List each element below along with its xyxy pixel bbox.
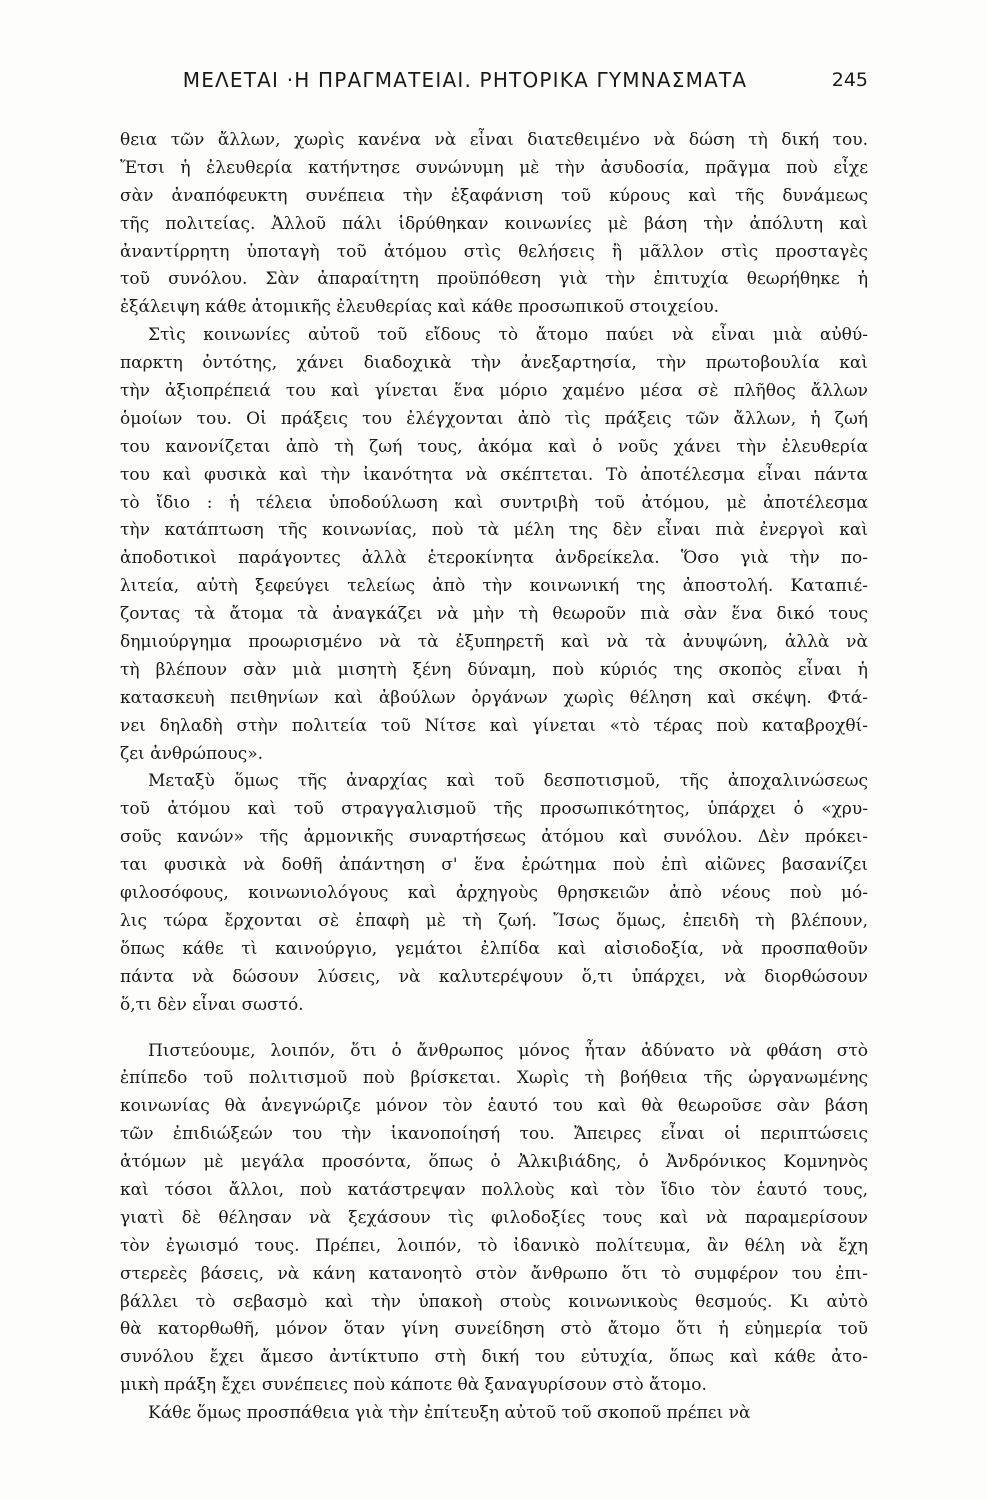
page-number: 245 [831, 69, 868, 91]
text-line: κατασκευὴ πειθηνίων καὶ ἀβούλων ὀργάνων χωρὶς θέληση καὶ σκέψη. Φτά- [120, 687, 868, 708]
text-line: τὴν κατάπτωση τῆς κοινωνίας, ποὺ τὰ μέλη της δὲν εἶναι πιὰ ἐνεργοὶ καὶ [120, 520, 868, 541]
text-line: παρκτη ὀντότης, χάνει διαδοχικὰ τὴν ἀνεξαρτησία, τὴν πρωτοβουλία καὶ [120, 353, 868, 374]
text-line: του καὶ φυσικὰ καὶ τὴν ἱκανότητα νὰ σκέπτεται. Τὸ ἀποτέλεσμα εἶναι πάντα [120, 464, 868, 485]
text-line: ἀναντίρρητη ὑποταγὴ τοῦ ἀτόμου στὶς θελήσεις ἢ μᾶλλον στὶς προσταγὲς [120, 241, 868, 262]
text-line: ἀποδοτικοὶ παράγοντες ἀλλὰ ἑτεροκίνητα ἀνδρείκελα. Ὅσο γιὰ τὴν πο- [120, 548, 868, 569]
text-line: ὁμοίων του. Οἱ πράξεις του ἐλέγχονται ἀπὸ τὶς πράξεις τῶν ἄλλων, ἡ ζωή [120, 408, 868, 429]
text-line: ζει ἀνθρώπους». [120, 743, 264, 764]
text-line: σὰν ἀναπόφευκτη συνέπεια τὴν ἐξαφάνιση τοῦ κύρους καὶ τῆς δυνάμεως [120, 185, 868, 206]
text-line: μικὴ πράξη ἔχει συνέπειες ποὺ κάποτε θὰ ξαναγυρίσουν στὸ ἄτομο. [120, 1375, 707, 1396]
text-line: τὸν ἐγωισμό τους. Πρέπει, λοιπόν, τὸ ἰδανικὸ πολίτευμα, ἂν θέλη νὰ ἔχη [120, 1235, 868, 1256]
text-line: Πιστεύουμε, λοιπόν, ὅτι ὁ ἄνθρωπος μόνος ἦταν ἀδύνατο νὰ φθάση στὸ [148, 1040, 868, 1061]
text-line: ἀτόμων μὲ μεγάλα προσόντα, ὅπως ὁ Ἀλκιβιάδης, ὁ Ἀνδρόνικος Κομνηνὸς [120, 1152, 868, 1173]
paragraph [120, 1400, 868, 1428]
text-line: ἐπίπεδο τοῦ πολιτισμοῦ ποὺ βρίσκεται. Χωρὶς τὴ βοήθεια τῆς ὠργανωμένης [120, 1068, 868, 1089]
text-line: Ἔτσι ἡ ἐλευθερία κατήντησε συνώνυμη μὲ τὴν ἀσυδοσία, πρᾶγμα ποὺ εἶχε [120, 157, 868, 178]
running-head [120, 64, 868, 100]
text-line: τοῦ ἀτόμου καὶ τοῦ στραγγαλισμοῦ τῆς προσωπικότητος, ὑπάρχει ὁ «χρυ- [120, 799, 868, 820]
text-line: σοῦς κανών» τῆς ἁρμονικῆς συναρτήσεως ἀτόμου καὶ συνόλου. Δὲν πρόκει- [120, 827, 868, 848]
text-line: τὴν ἀξιοπρέπειά του καὶ γίνεται ἕνα μόριο χαμένο μέσα σὲ πλῆθος ἄλλων [120, 381, 868, 402]
text-line: λις τώρα ἔρχονται σὲ ἐπαφὴ μὲ τὴ ζωή. Ἴσως ὅμως, ἐπειδὴ τὴ βλέπουν, [120, 910, 868, 931]
text-line: στερεὲς βάσεις, νὰ κάνη κατανοητὸ στὸν ἄνθρωπο ὅτι τὸ συμφέρον του ἐπι- [120, 1263, 868, 1284]
text-line: θὰ κατορθωθῆ, μόνον ὅταν γίνη συνείδηση στὸ ἄτομο ὅτι ἡ εὐημερία τοῦ [120, 1319, 868, 1340]
text-line: ὅπως κάθε τὶ καινούργιο, γεμάτοι ἐλπίδα καὶ αἰσιοδοξία, νὰ προσπαθοῦν [120, 938, 868, 959]
text-line: τὸ ἴδιο : ἡ τέλεια ὑποδούλωση καὶ συντριβὴ τοῦ ἀτόμου, μὲ ἀποτέλεσμα [120, 492, 868, 513]
text-line: τῶν ἐπιδιώξεών του τὴν ἱκανοποίησή του. Ἄπειρες εἶναι οἱ περιπτώσεις [120, 1124, 868, 1145]
paragraph [120, 1038, 868, 1401]
text-line: Μεταξὺ ὅμως τῆς ἀναρχίας καὶ τοῦ δεσποτισμοῦ, τῆς ἀποχαλινώσεως [148, 771, 868, 792]
text-line: ται φυσικὰ νὰ δοθῆ ἀπάντηση σ' ἕνα ἐρώτημα ποὺ ἐπὶ αἰῶνες βασανίζει [120, 855, 868, 876]
paragraph [120, 127, 868, 322]
text-line: του κανονίζεται ἀπὸ τὴ ζωή τους, ἀκόμα καὶ ὁ νοῦς χάνει τὴν ἐλευθερία [120, 436, 868, 457]
paragraph [120, 322, 868, 768]
text-line: ζοντας τὰ ἄτομα τὰ ἀναγκάζει νὰ μὴν τὴ θεωροῦν πιὰ σὰν ἕνα δικό τους [120, 604, 868, 625]
body-text [120, 127, 868, 1472]
running-title: ΜΕΛΕΤΑΙ ·Η ΠΡΑΓΜΑΤΕΙΑΙ. ΡΗΤΟΡΙΚΑ ΓΥΜΝΑΣΜΑΤΑ [182, 68, 748, 92]
text-line: ὅ,τι δὲν εἶναι σωστό. [120, 994, 304, 1015]
text-line: φιλοσόφους, κοινωνιολόγους καὶ ἀρχηγοὺς θρησκειῶν ἀπὸ νέους ποὺ μό- [120, 883, 868, 904]
text-line: νει δηλαδὴ στὴν πολιτεία τοῦ Νίτσε καὶ γίνεται «τὸ τέρας ποὺ καταβροχθί- [120, 715, 868, 736]
text-line: τῆς πολιτείας. Ἀλλοῦ πάλι ἱδρύθηκαν κοινωνίες μὲ βάση τὴν ἀπόλυτη καὶ [120, 213, 868, 234]
text-line: λιτεία, αὐτὴ ξεφεύγει τελείως ἀπὸ τὴν κοινωνική της ἀποστολή. Καταπιέ- [120, 576, 868, 597]
text-line: Στὶς κοινωνίες αὐτοῦ τοῦ εἴδους τὸ ἄτομο παύει νὰ εἶναι μιὰ αὐθύ- [148, 325, 868, 346]
text-line: τοῦ συνόλου. Σὰν ἀπαραίτητη προϋπόθεση γιὰ τὴν ἐπιτυχία θεωρήθηκε ἡ [120, 269, 868, 290]
text-line: κοινωνίας θὰ ἀνεγνώριζε μόνον τὸν ἑαυτό του καὶ θὰ θεωροῦσε σὰν βάση [120, 1096, 868, 1117]
text-line: συνόλου ἔχει ἄμεσο ἀντίκτυπο στὴ δική του εὐτυχία, ὅπως καὶ κάθε ἀτο- [120, 1347, 868, 1368]
paragraph [120, 768, 868, 1019]
text-line: καὶ τόσοι ἄλλοι, ποὺ κατάστρεψαν πολλοὺς καὶ τὸν ἴδιο τὸν ἑαυτό τους, [120, 1179, 868, 1200]
text-line: θεια τῶν ἄλλων, χωρὶς κανένα νὰ εἶναι διατεθειμένο νὰ δώση τὴ δική του. [120, 130, 868, 150]
text-line: Κάθε ὅμως προσπάθεια γιὰ τὴν ἐπίτευξη αὐτοῦ τοῦ σκοποῦ πρέπει νὰ [148, 1403, 751, 1424]
text-line: ἐξάλειψη κάθε ἀτομικῆς ἐλευθερίας καὶ κάθε προσωπικοῦ στοιχείου. [120, 297, 720, 318]
text-line: βάλλει τὸ σεβασμὸ καὶ τὴν ὑπακοὴ στοὺς κοινωνικοὺς θεσμούς. Κι αὐτὸ [120, 1291, 868, 1312]
text-line: πάντα νὰ δώσουν λύσεις, νὰ καλυτερέψουν ὅ,τι ὑπάρχει, νὰ διορθώσουν [120, 966, 868, 987]
text-line: γιατὶ δὲ θέλησαν νὰ ξεχάσουν τὶς φιλοδοξίες τους καὶ νὰ παραμερίσουν [120, 1207, 868, 1228]
text-line: τὴ βλέπουν σὰν μιὰ μισητὴ ξένη δύναμη, ποὺ κύριός της σκοπὸς εἶναι ἡ [120, 659, 868, 680]
text-line: δημιούργημα προωρισμένο νὰ τὰ ἐξυπηρετῆ καὶ νὰ τὰ ἀνυψώνη, ἀλλὰ νὰ [120, 632, 868, 653]
